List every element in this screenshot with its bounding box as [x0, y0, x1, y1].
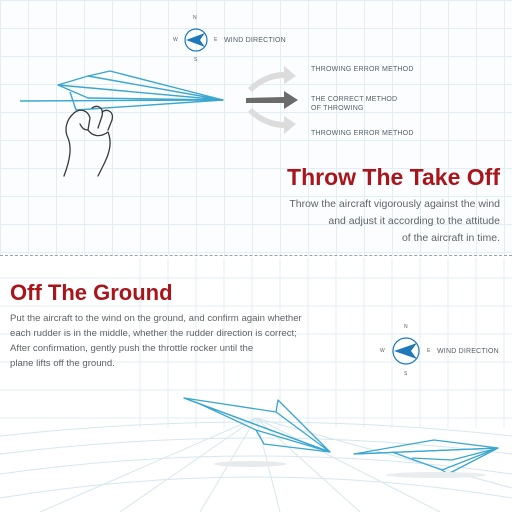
off-ground-description	[10, 311, 302, 371]
option-error-bottom: THROWING ERROR METHOD	[311, 130, 414, 137]
off-ground-line: plane lifts off the ground.	[10, 358, 115, 369]
hand-throwing-plane-illustration	[18, 68, 240, 180]
section-title-off-ground: Off The Ground	[10, 280, 173, 305]
option-correct: THE CORRECT METHOD OF THROWING	[311, 96, 398, 112]
compass-south-label: S	[404, 371, 408, 377]
compass-icon	[176, 20, 216, 60]
take-off-line: and adjust it according to the attitude	[328, 215, 500, 227]
take-off-line: of the aircraft in time.	[401, 232, 500, 244]
section-divider	[0, 255, 512, 256]
wind-direction-label: WIND DIRECTION	[437, 348, 499, 355]
compass-south-label: S	[194, 57, 198, 63]
compass-east-label: E	[214, 37, 218, 43]
off-ground-line: each rudder is in the middle, whether the rudder direction is correct;	[10, 328, 297, 339]
compass-west-label: W	[173, 37, 178, 43]
take-off-description	[289, 196, 500, 247]
off-ground-line: Put the aircraft to the wind on the ground, and confirm again whether	[10, 313, 302, 324]
compass-north-label: N	[193, 15, 197, 21]
compass-east-label: E	[427, 348, 431, 354]
plane-on-ground-illustration	[352, 434, 502, 480]
option-error-top: THROWING ERROR METHOD	[311, 66, 414, 73]
off-ground-line: After confirmation, gently push the throttle rocker until the	[10, 343, 254, 354]
compass-icon	[386, 331, 426, 371]
throw-direction-arrows	[240, 62, 306, 142]
plane-lifting-illustration	[180, 392, 340, 472]
take-off-line: Throw the aircraft vigorously against the wind	[289, 198, 500, 210]
compass-north-label: N	[404, 324, 408, 330]
compass-west-label: W	[380, 348, 385, 354]
wind-direction-label: WIND DIRECTION	[224, 37, 286, 44]
section-title-take-off: Throw The Take Off	[287, 164, 500, 190]
